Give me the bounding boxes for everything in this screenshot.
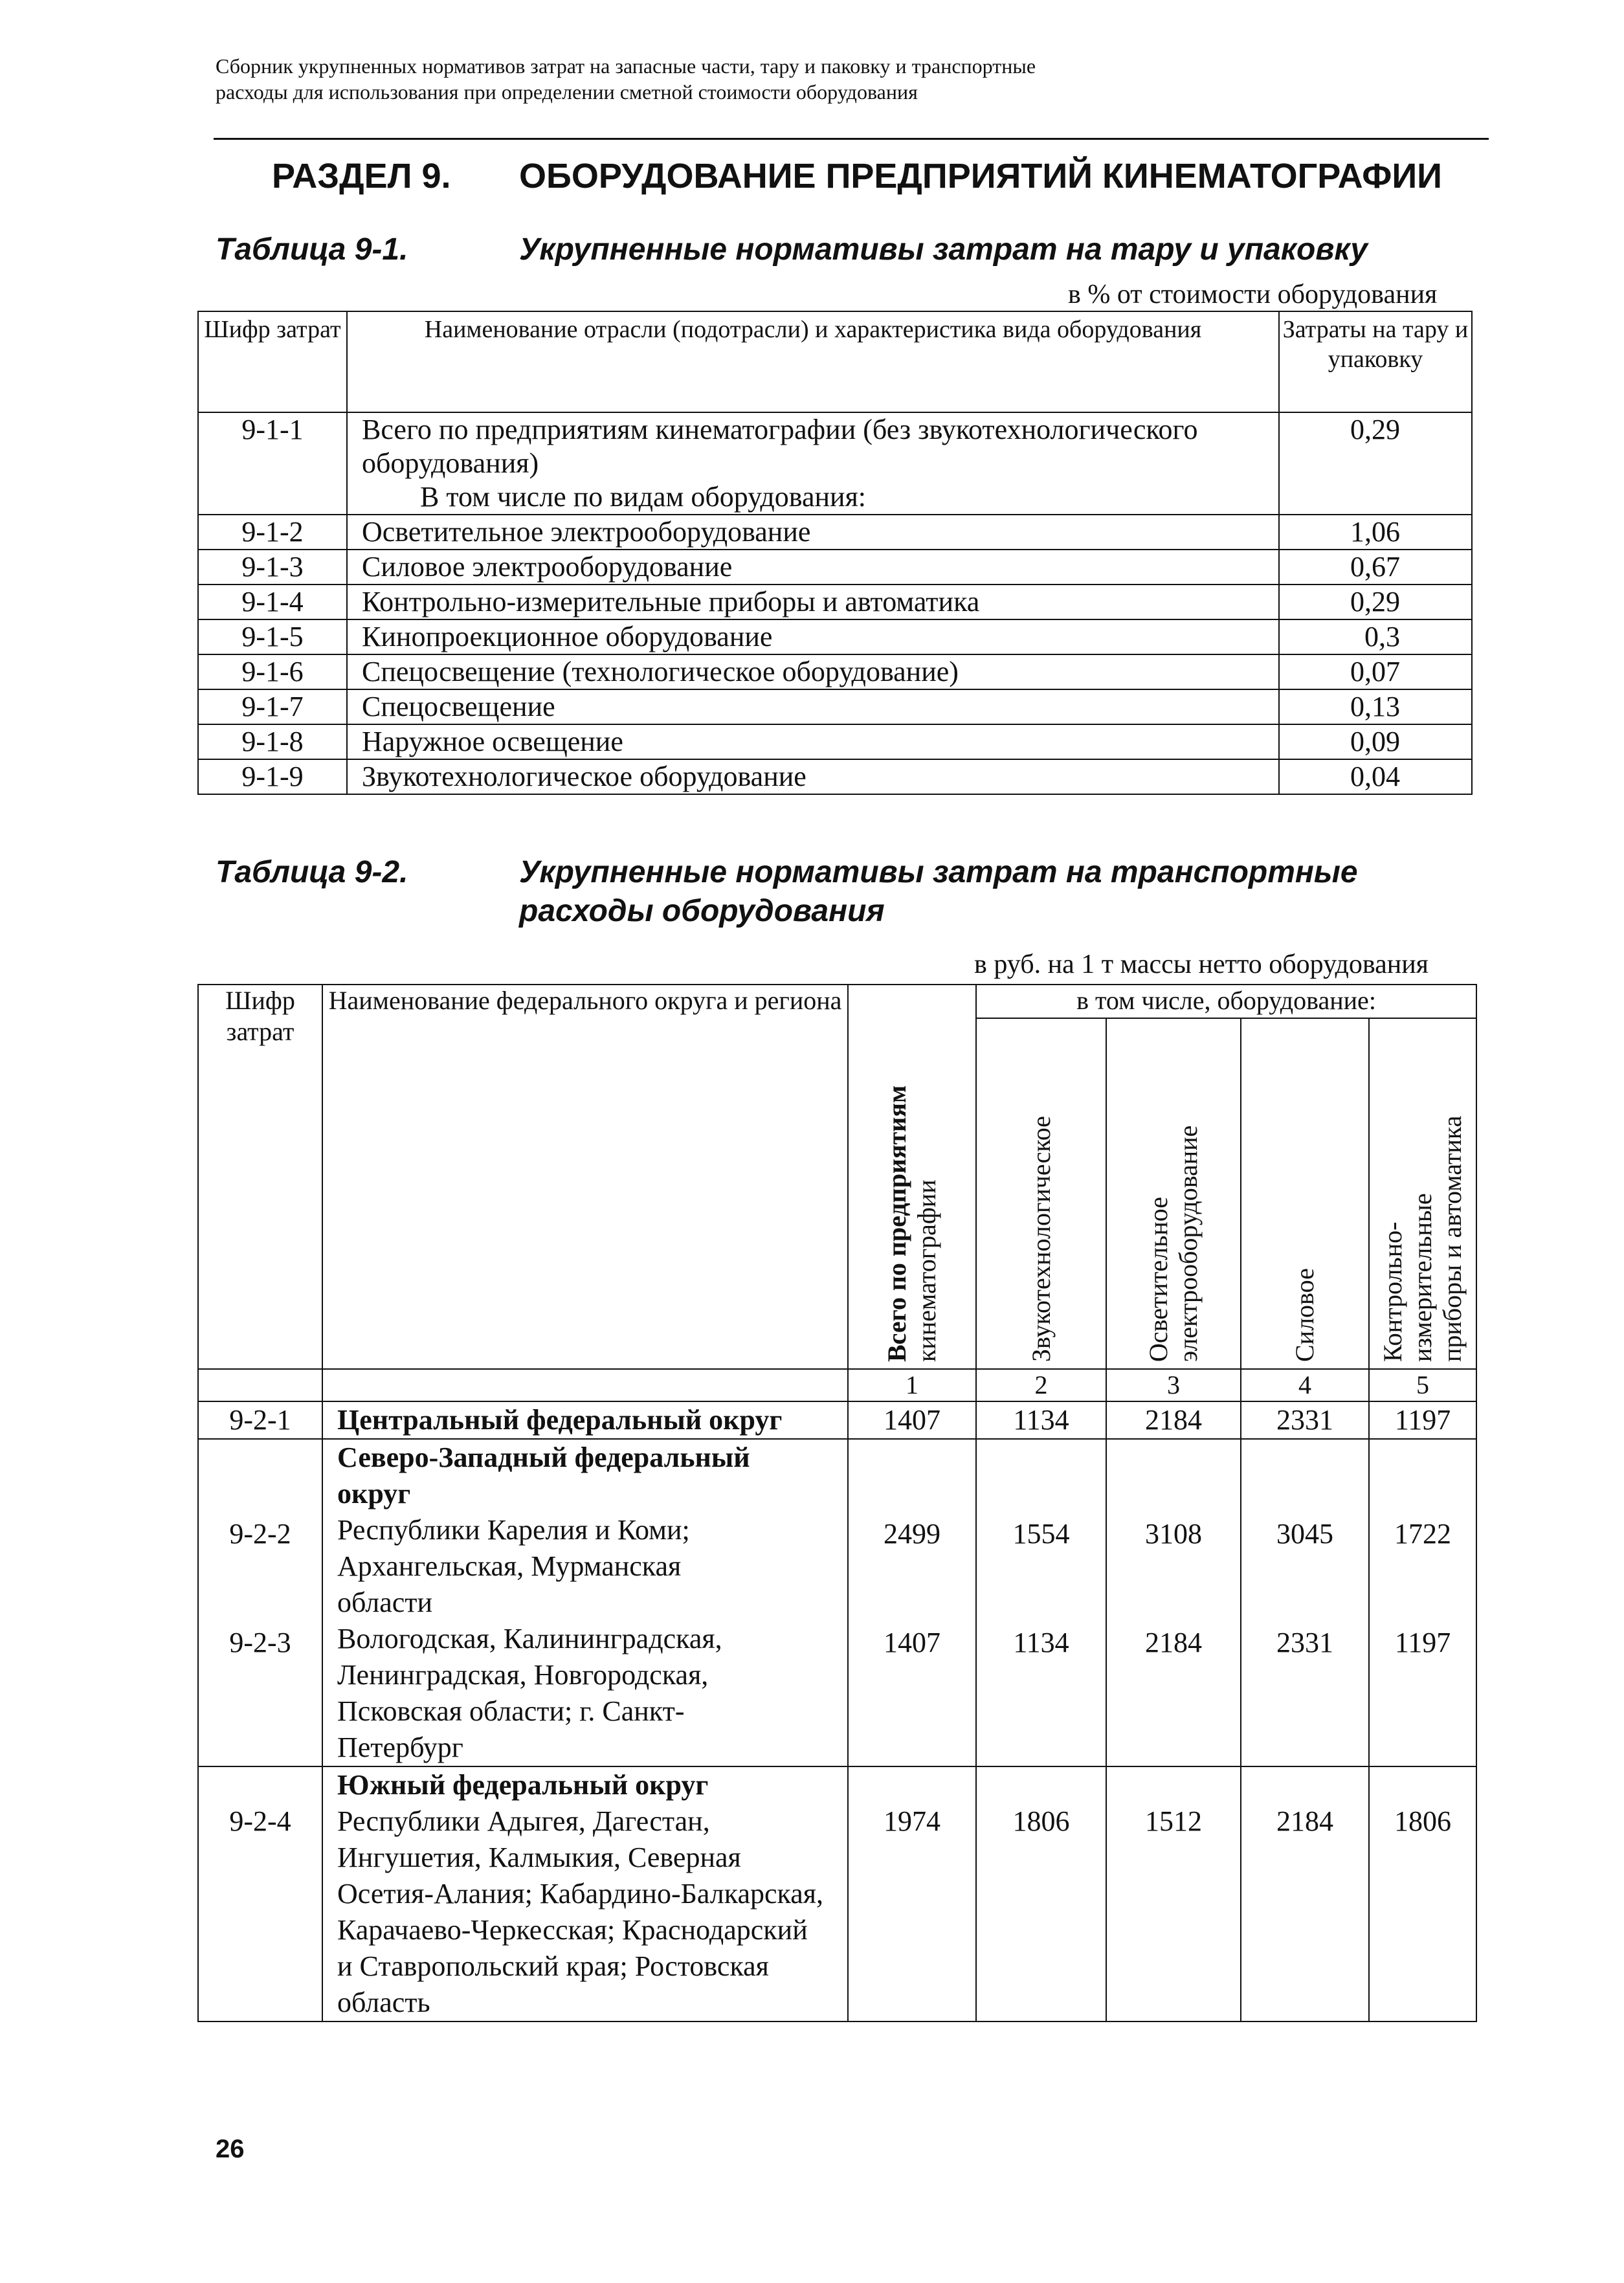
table1-label: Таблица 9-1. bbox=[216, 232, 408, 267]
row-value: 0,04 bbox=[1279, 759, 1472, 794]
row-value: 1197 bbox=[1394, 1627, 1451, 1658]
region-heading: Южный федеральный округ bbox=[337, 1769, 709, 1801]
col-number: 4 bbox=[1241, 1369, 1369, 1401]
table2-header-row bbox=[198, 985, 1476, 1018]
running-header-line-2: расходы для использования при определении сметной стоимости оборудования bbox=[216, 80, 918, 104]
row-name: Наружное освещение bbox=[347, 724, 1279, 759]
row-value: 1806 bbox=[1394, 1805, 1452, 1837]
table2-header-col5 bbox=[1369, 1018, 1476, 1369]
table-row bbox=[198, 550, 1472, 585]
row-name: Осветительное электрооборудование bbox=[347, 515, 1279, 550]
col5-line-1: Контрольно- bbox=[1378, 1221, 1408, 1362]
row-value: 1722 bbox=[1394, 1518, 1452, 1550]
row-value: 1134 bbox=[1013, 1627, 1069, 1658]
row-name bbox=[347, 412, 1279, 515]
table1 bbox=[197, 311, 1473, 795]
table2-title-line-1: Укрупненные нормативы затрат на транспортные bbox=[519, 855, 1358, 889]
row-code: 9-1-9 bbox=[198, 759, 347, 794]
table-row bbox=[198, 515, 1472, 550]
col3-line-2: электрооборудование bbox=[1174, 1125, 1203, 1362]
row-name: Кинопроекционное оборудование bbox=[347, 619, 1279, 654]
col1-line-2: кинематографии bbox=[912, 1179, 941, 1362]
row-name: Контрольно-измерительные приборы и автоматика bbox=[347, 585, 1279, 619]
row-code: 9-2-3 bbox=[229, 1627, 291, 1658]
table-row bbox=[198, 724, 1472, 759]
table1-header-name: Наименование отрасли (подотрасли) и характеристика вида оборудования bbox=[347, 311, 1279, 412]
row-value: 1554 bbox=[1012, 1518, 1070, 1550]
table2-label: Таблица 9-2. bbox=[216, 855, 408, 889]
col-number: 3 bbox=[1106, 1369, 1241, 1401]
row-name: Спецосвещение bbox=[347, 689, 1279, 724]
row-code: 9-1-5 bbox=[198, 619, 347, 654]
row-code: 9-1-4 bbox=[198, 585, 347, 619]
row-value: 0,29 bbox=[1279, 412, 1472, 515]
table-row bbox=[198, 1401, 1476, 1439]
col5-line-3: приборы и автоматика bbox=[1438, 1115, 1467, 1362]
row-value: 3045 bbox=[1276, 1518, 1333, 1550]
col2-text: Звукотехнологическое bbox=[1026, 1115, 1056, 1362]
table-row bbox=[198, 619, 1472, 654]
table1-unit: в % от стоимости оборудования bbox=[1068, 280, 1438, 309]
col1-line-1: Всего по предприятиям bbox=[882, 1085, 911, 1362]
row-value: 1407 bbox=[848, 1401, 976, 1439]
row-value: 1197 bbox=[1369, 1401, 1476, 1439]
row-code: 9-1-3 bbox=[198, 550, 347, 585]
table2-title-line-2: расходы оборудования bbox=[519, 894, 885, 928]
row-name-bold: Центральный федеральный округ bbox=[337, 1404, 783, 1436]
row-name: Спецосвещение (технологическое оборудование) bbox=[347, 654, 1279, 689]
col-number: 2 bbox=[976, 1369, 1106, 1401]
table-row bbox=[198, 759, 1472, 794]
table2-header-col2 bbox=[976, 1018, 1106, 1369]
row-code: 9-1-8 bbox=[198, 724, 347, 759]
row-name: Республики Адыгея, Дагестан, Ингушетия, Калмыкия, Северная Осетия-Алания; Кабардино-Балкарская, Карачаево-Черкесская; Краснодарский и Ставропольский края; Ростовская область bbox=[337, 1805, 824, 2018]
row-value: 2184 bbox=[1276, 1805, 1333, 1837]
running-header bbox=[216, 53, 1478, 105]
section-title: ОБОРУДОВАНИЕ ПРЕДПРИЯТИЙ КИНЕМАТОГРАФИИ bbox=[519, 157, 1442, 195]
table2-header-incl: в том числе, оборудование: bbox=[976, 985, 1476, 1018]
row-value: 1974 bbox=[884, 1805, 940, 1837]
row-name: Звукотехнологическое оборудование bbox=[347, 759, 1279, 794]
row-code: 9-1-1 bbox=[198, 412, 347, 515]
col-number: 1 bbox=[848, 1369, 976, 1401]
row-value: 1,06 bbox=[1279, 515, 1472, 550]
table-row bbox=[198, 1439, 1476, 1766]
row-name-text: Всего по предприятиям кинематографии (без звукотехнологического оборудования) bbox=[362, 414, 1198, 479]
col5-line-2: измерительные bbox=[1408, 1193, 1438, 1362]
page-number: 26 bbox=[216, 2135, 245, 2163]
row-note: В том числе по видам оборудования: bbox=[420, 481, 867, 513]
row-name: Вологодская, Калининградская, Ленинградская, Новгородская, Псковская области; г. Санкт-Петербург bbox=[337, 1623, 722, 1763]
table2 bbox=[197, 984, 1477, 2022]
row-code: 9-1-7 bbox=[198, 689, 347, 724]
table2-unit: в руб. на 1 т массы нетто оборудования bbox=[974, 950, 1429, 979]
row-value: 1407 bbox=[884, 1627, 940, 1658]
running-header-line-1: Сборник укрупненных нормативов затрат на запасные части, тару и паковку и транспортные bbox=[216, 54, 1036, 78]
row-code: 9-2-1 bbox=[198, 1401, 322, 1439]
row-value: 0,67 bbox=[1279, 550, 1472, 585]
col-number: 5 bbox=[1369, 1369, 1476, 1401]
region-heading: Северо-Западный федеральный округ bbox=[337, 1442, 750, 1509]
row-value: 3108 bbox=[1145, 1518, 1202, 1550]
row-code: 9-2-4 bbox=[229, 1805, 291, 1837]
row-value: 2184 bbox=[1106, 1401, 1241, 1439]
row-code: 9-1-2 bbox=[198, 515, 347, 550]
row-value: 0,3 bbox=[1279, 619, 1472, 654]
table-row bbox=[198, 1766, 1476, 2021]
row-value: 1806 bbox=[1012, 1805, 1070, 1837]
table-row bbox=[198, 654, 1472, 689]
table2-header-col4 bbox=[1241, 1018, 1369, 1369]
row-value: 0,29 bbox=[1279, 585, 1472, 619]
table1-header-value: Затраты на тару и упаковку bbox=[1279, 311, 1472, 412]
row-value: 0,13 bbox=[1279, 689, 1472, 724]
row-value: 2184 bbox=[1145, 1627, 1202, 1658]
row-value: 1134 bbox=[976, 1401, 1106, 1439]
row-name: Республики Карелия и Коми; Архангельская, Мурманская области bbox=[337, 1514, 690, 1618]
row-name: Силовое электрооборудование bbox=[347, 550, 1279, 585]
row-code: 9-1-6 bbox=[198, 654, 347, 689]
table2-header-code: Шифр затрат bbox=[198, 985, 322, 1369]
row-value: 2499 bbox=[884, 1518, 940, 1550]
row-value: 2331 bbox=[1241, 1401, 1369, 1439]
table1-header-code: Шифр затрат bbox=[198, 311, 347, 412]
table2-header-col1 bbox=[848, 985, 976, 1369]
section-number: РАЗДЕЛ 9. bbox=[272, 157, 451, 195]
table2-header-col3 bbox=[1106, 1018, 1241, 1369]
table1-header-row bbox=[198, 311, 1472, 412]
col4-text: Силовое bbox=[1290, 1268, 1319, 1362]
table-row bbox=[198, 412, 1472, 515]
row-code: 9-2-2 bbox=[229, 1518, 291, 1550]
header-divider bbox=[214, 138, 1489, 140]
row-value: 0,09 bbox=[1279, 724, 1472, 759]
row-value: 0,07 bbox=[1279, 654, 1472, 689]
col3-line-1: Осветительное bbox=[1144, 1196, 1173, 1362]
table-row bbox=[198, 689, 1472, 724]
table1-title: Укрупненные нормативы затрат на тару и упаковку bbox=[519, 232, 1368, 267]
row-value: 1512 bbox=[1145, 1805, 1202, 1837]
table2-column-numbers bbox=[198, 1369, 1476, 1401]
table-row bbox=[198, 585, 1472, 619]
row-value: 2331 bbox=[1276, 1627, 1333, 1658]
table2-header-name: Наименование федерального округа и региона bbox=[322, 985, 848, 1369]
